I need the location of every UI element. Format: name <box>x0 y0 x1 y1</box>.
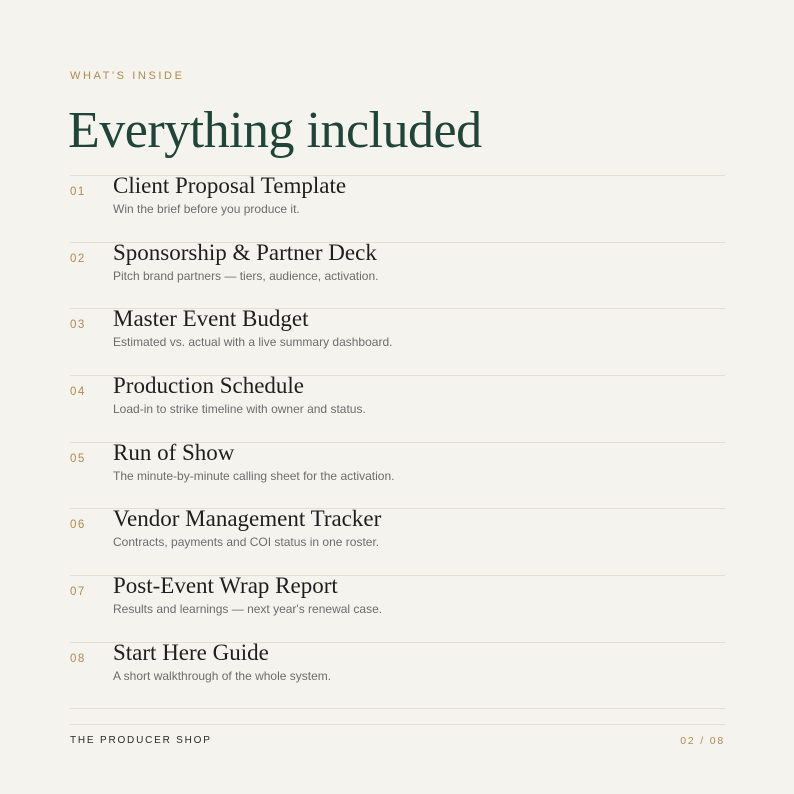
item-description: The minute-by-minute calling sheet for the activation. <box>113 468 395 483</box>
item-number: 06 <box>70 519 86 532</box>
item-title: Vendor Management Tracker <box>113 506 382 532</box>
item-title: Post-Event Wrap Report <box>113 573 338 599</box>
page-title: Everything included <box>68 102 482 159</box>
page-number: 02 / 08 <box>680 735 725 747</box>
list-item <box>70 375 725 442</box>
item-title: Master Event Budget <box>113 306 309 332</box>
list-item <box>70 508 725 575</box>
item-number: 03 <box>70 319 86 332</box>
item-description: Pitch brand partners — tiers, audience, activation. <box>113 268 379 283</box>
list-item <box>70 439 725 509</box>
list-item <box>70 308 725 375</box>
item-number: 02 <box>70 252 86 265</box>
item-number: 05 <box>70 452 86 465</box>
item-description: Win the brief before you produce it. <box>113 202 300 216</box>
divider <box>70 708 725 709</box>
item-title: Run of Show <box>113 439 235 465</box>
item-description: Contracts, payments and COI status in one roster. <box>113 535 380 550</box>
item-number: 07 <box>70 586 86 599</box>
item-title: Client Proposal Template <box>113 173 347 198</box>
item-title: Production Schedule <box>113 373 304 399</box>
list-item <box>70 639 725 709</box>
item-description: Estimated vs. actual with a live summary dashboard. <box>113 335 393 350</box>
contents-list <box>70 175 725 709</box>
eyebrow-label: WHAT'S INSIDE <box>70 70 185 82</box>
item-description: Results and learnings — next year's renewal case. <box>113 602 383 617</box>
item-description: A short walkthrough of the whole system. <box>113 668 332 683</box>
item-title: Start Here Guide <box>113 639 269 665</box>
item-title: Sponsorship & Partner Deck <box>113 239 377 265</box>
footer-divider <box>70 724 725 725</box>
item-description: Load-in to strike timeline with owner and status. <box>113 402 366 417</box>
item-number: 04 <box>70 386 86 399</box>
footer-brand: THE PRODUCER SHOP <box>70 735 212 746</box>
list-item <box>70 175 725 242</box>
item-number: 08 <box>70 652 86 665</box>
item-number: 01 <box>70 186 86 198</box>
list-item <box>70 239 725 309</box>
list-item <box>70 575 725 642</box>
